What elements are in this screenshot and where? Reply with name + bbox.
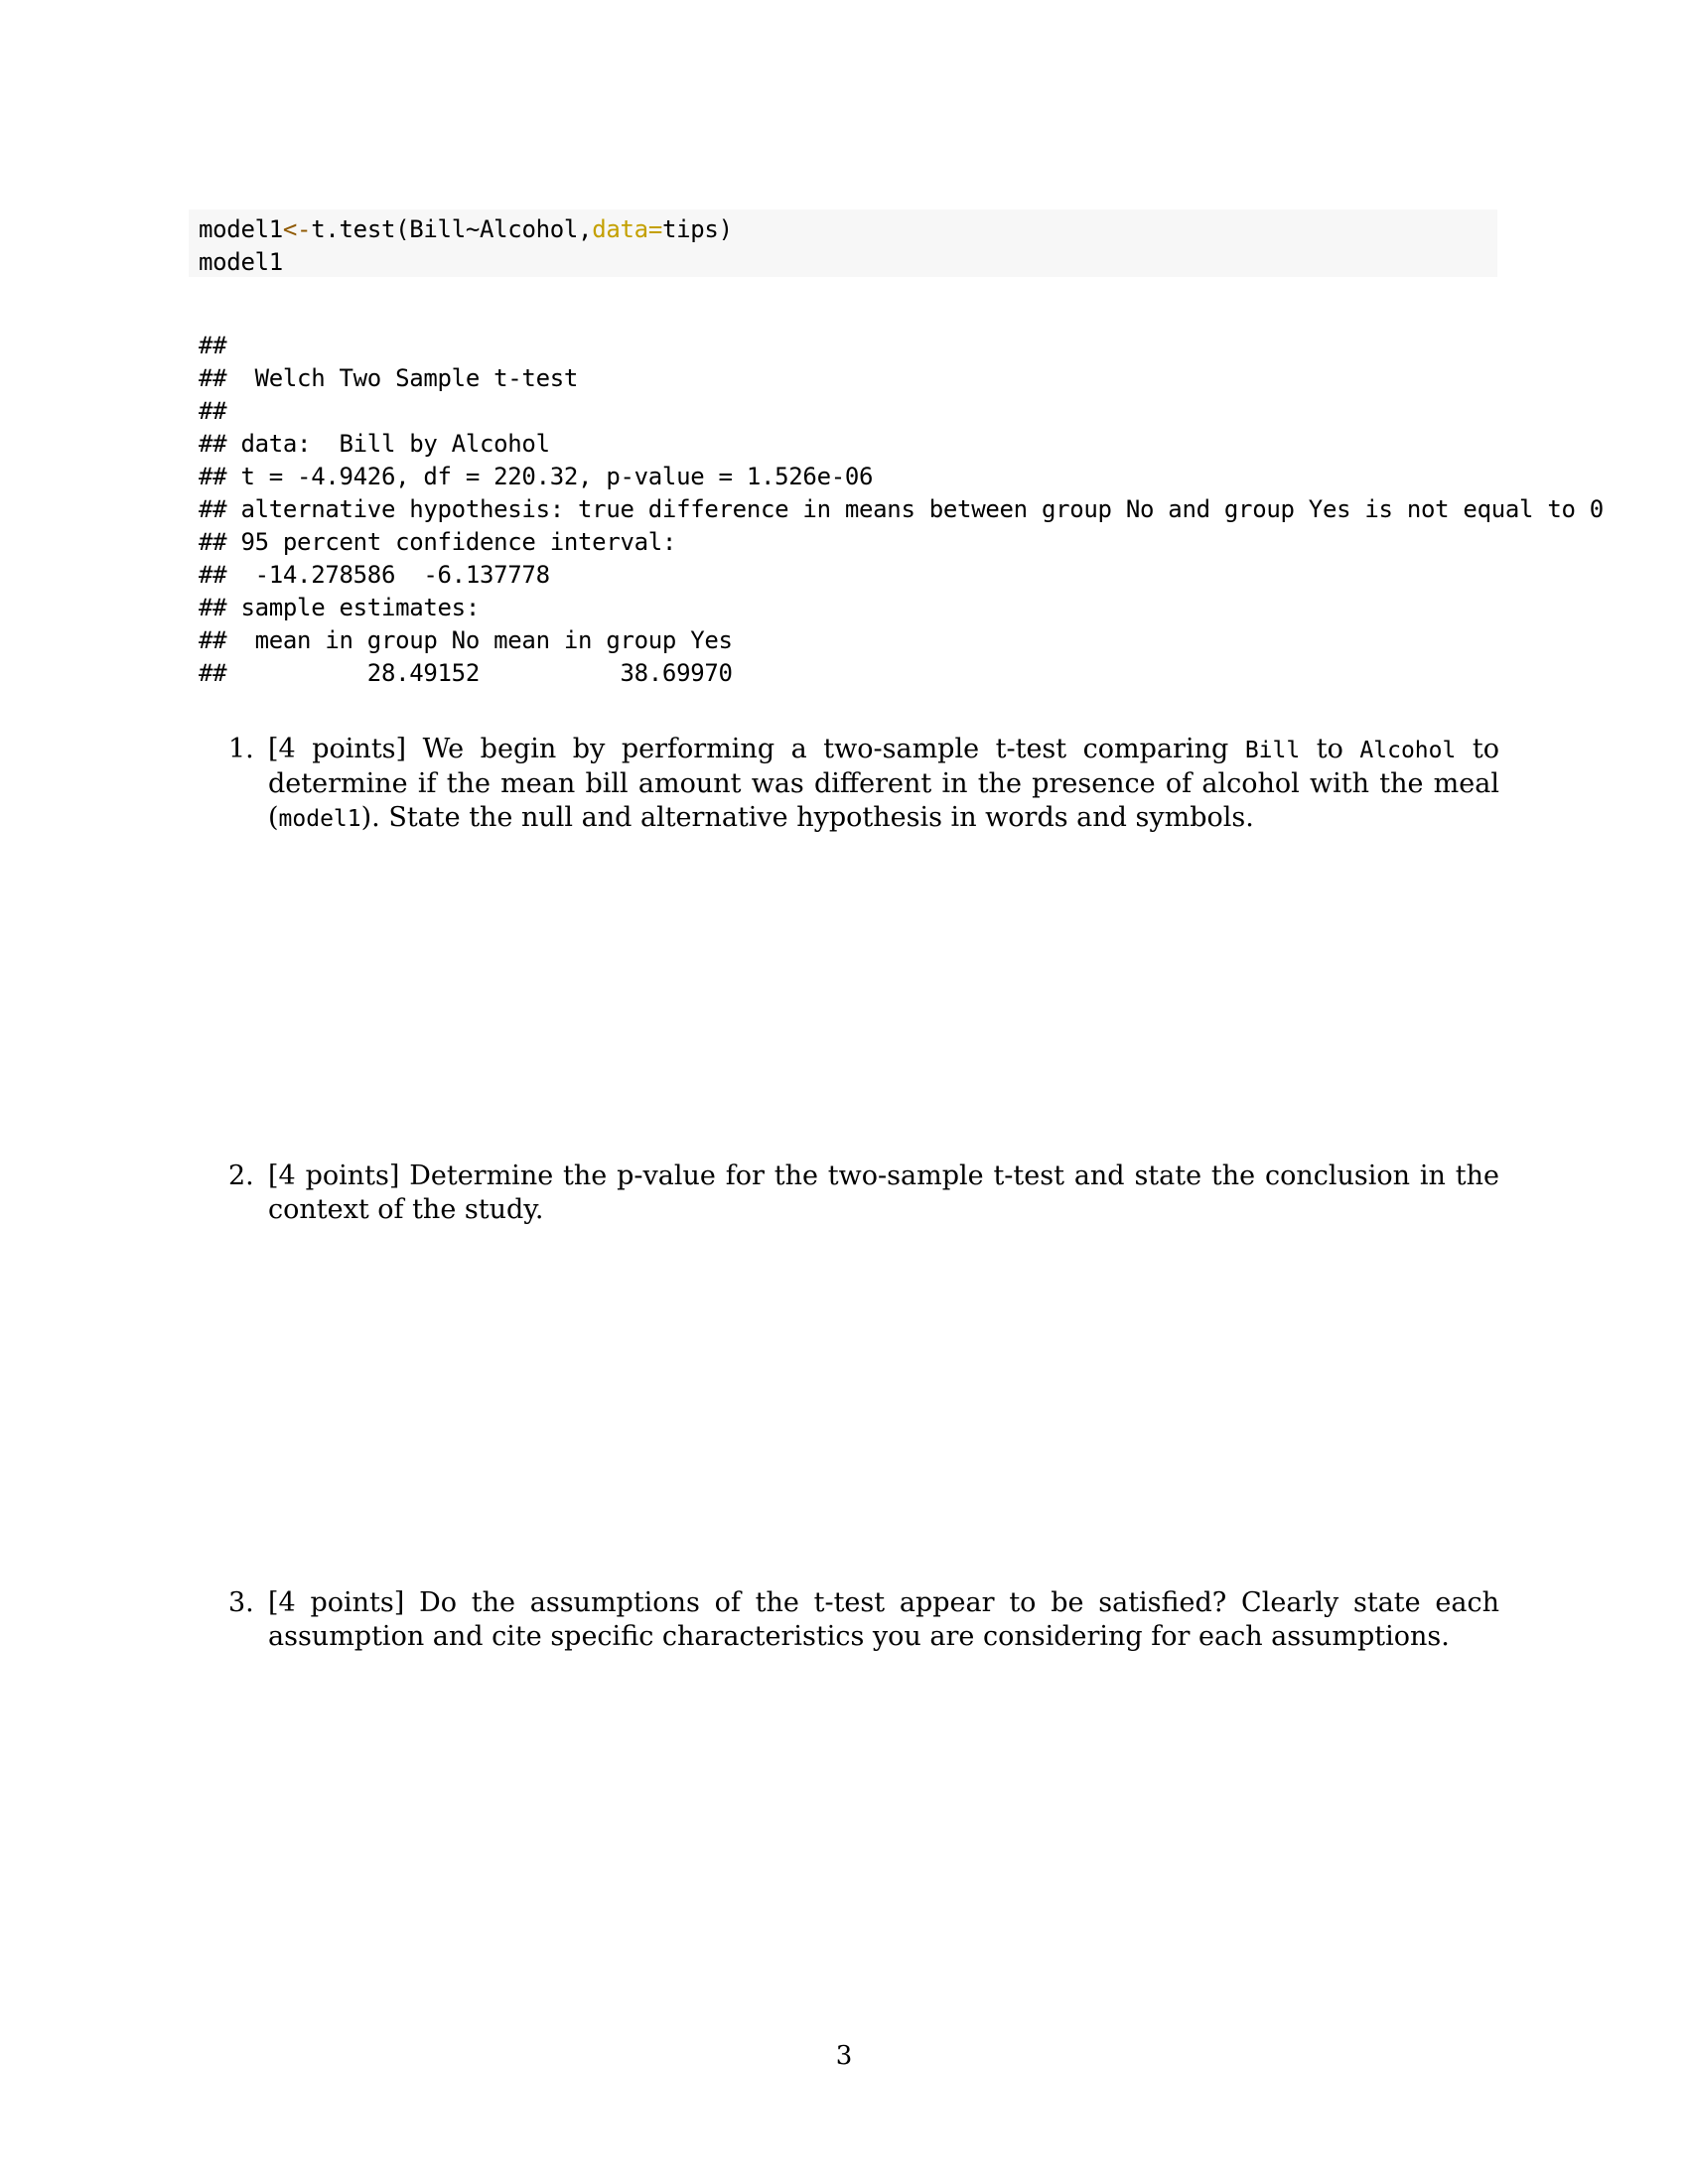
question-number: 3. [228,1587,254,1618]
question-text: [4 points] Do the assumptions of the t-test appear to be satisfied? Clearly state each assumption and cite specific characteristics you are considering for each assumptions. [268,1587,1499,1652]
question-text-part: to determine if the mean bill amount was different in the presence of alcohol with the meal ( [268,734,1499,833]
code-token-assign-operator: <- [282,215,312,243]
code-token-model1: model1 [199,215,283,243]
output-line: ## [199,332,227,359]
question-text-part: [4 points] We begin by performing a two-sample t-test comparing [268,734,1245,764]
question-text-part: to [1300,734,1360,764]
question-text-part: ). State the null and alternative hypothesis in words and symbols. [360,802,1254,833]
question-number: 1. [228,734,254,764]
output-line: ## sample estimates: [199,594,480,621]
question-text [268,733,1499,836]
output-line: ## [199,397,227,425]
question-3 [228,1586,1499,1654]
r-output-block [199,330,1688,690]
output-line: ## 95 percent confidence interval: [199,528,677,556]
r-code-block [189,209,1497,277]
inline-code-model1: model1 [278,806,361,832]
code-token-ttest-call: t.test(Bill~Alcohol, [311,215,593,243]
code-line-1 [199,213,1487,246]
code-token-tips: tips) [661,215,733,243]
question-text: [4 points] Determine the p-value for the two-sample t-test and state the conclusion in the context of the study. [268,1160,1499,1225]
output-line: ## Welch Two Sample t-test [199,364,579,392]
output-line: ## 28.49152 38.69970 [199,659,733,687]
question-2 [228,1160,1499,1227]
page-number: 3 [835,2041,853,2071]
question-1 [228,733,1499,836]
inline-code-alcohol: Alcohol [1359,738,1457,763]
output-line: ## -14.278586 -6.137778 [199,561,550,589]
output-line: ## alternative hypothesis: true difference in means between group No and group Yes is not equal to 0 [199,495,1604,523]
code-line-2: model1 [199,248,283,276]
output-line: ## data: Bill by Alcohol [199,430,550,458]
output-line: ## t = -4.9426, df = 220.32, p-value = 1.526e-06 [199,463,874,490]
question-number: 2. [228,1160,254,1191]
output-line: ## mean in group No mean in group Yes [199,626,733,654]
code-token-data-arg: data= [592,215,662,243]
inline-code-bill: Bill [1244,738,1301,763]
